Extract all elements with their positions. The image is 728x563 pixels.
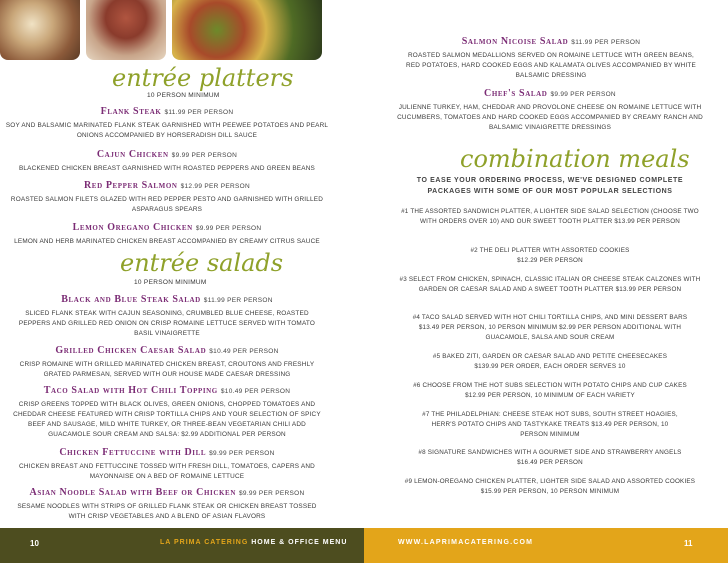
food-photo-strip bbox=[0, 0, 320, 60]
item-price: $9.99 PER PERSON bbox=[195, 225, 262, 232]
item-description: SESAME NOODLES WITH STRIPS OF GRILLED FLANK STEAK OR CHICKEN BREAST TOSSED WITH CRISP VEGETABLES AND A BLEND OF ASIAN FLAVORS bbox=[17, 503, 317, 520]
item-price: $11.99 PER PERSON bbox=[164, 109, 234, 116]
item-title: Black and Blue Steak Salad bbox=[61, 294, 201, 305]
page-number-left: 10 bbox=[30, 539, 39, 548]
pasta-salad-photo bbox=[172, 0, 322, 60]
website-link[interactable]: WWW.LAPRIMACATERING.COM bbox=[398, 539, 534, 546]
item-price: $9.99 PER PERSON bbox=[209, 450, 275, 457]
item-price: $10.49 PER PERSON bbox=[209, 348, 279, 355]
brand-subtitle: HOME & OFFICE MENU bbox=[248, 539, 348, 546]
item-description: CRISP ROMAINE WITH GRILLED MARINATED CHICKEN BREAST, CROUTONS AND FRESHLY GRATED PARMESAN, SERVED WITH OUR HOUSE MADE CAESAR DRESSING bbox=[19, 361, 315, 378]
item-description: SOY AND BALSAMIC MARINATED FLANK STEAK GARNISHED WITH PEEWEE POTATOES AND PEARL ONIONS ACCOMPANIED BY HORSERADISH DILL SAUCE bbox=[5, 122, 329, 139]
item-price: $11.99 PER PERSON bbox=[203, 297, 273, 304]
menu-item bbox=[4, 144, 330, 174]
platters-heading: entrée platters bbox=[112, 64, 294, 92]
item-title: Taco Salad with Hot Chili Topping bbox=[43, 385, 218, 396]
salads-heading: entrée salads bbox=[120, 249, 284, 277]
item-title: Grilled Chicken Caesar Salad bbox=[55, 345, 207, 356]
footer-right-bar bbox=[364, 528, 728, 563]
item-title: Chef's Salad bbox=[484, 88, 548, 99]
combo-item: #5 BAKED ZITI, GARDEN OR CAESAR SALAD AND PETITE CHEESECAKES $139.99 PER ORDER, EACH ORDER SERVES 10 bbox=[432, 353, 668, 370]
combo-item: #3 SELECT FROM CHICKEN, SPINACH, CLASSIC ITALIAN OR CHEESE STEAK CALZONES WITH GARDEN OR CAESAR SALAD AND A SWEET TOOTH PLATTER $13.99 PER PERSON bbox=[399, 276, 701, 293]
footer-brand bbox=[160, 539, 347, 546]
menu-item bbox=[4, 175, 330, 215]
item-price: $9.99 PER PERSON bbox=[239, 490, 305, 497]
combination-intro: TO EASE YOUR ORDERING PROCESS, WE'VE DESIGNED COMPLETE PACKAGES WITH SOME OF OUR MOST POPULAR SELECTIONS bbox=[416, 177, 684, 195]
item-price: $9.99 PER PERSON bbox=[550, 91, 616, 98]
item-description: ROASTED SALMON FILETS GLAZED WITH RED PEPPER PESTO AND GARNISHED WITH GRILLED ASPARAGUS SPEARS bbox=[10, 196, 324, 213]
footer-left-bar bbox=[0, 528, 364, 563]
combo-item: #6 CHOOSE FROM THE HOT SUBS SELECTION WITH POTATO CHIPS AND CUP CAKES $12.99 PER PERSON, 10 MINIMUM OF EACH VARIETY bbox=[413, 382, 687, 399]
menu-item bbox=[10, 482, 324, 522]
item-description: JULIENNE TURKEY, HAM, CHEDDAR AND PROVOLONE CHEESE ON ROMAINE LETTUCE WITH CUCUMBERS, TOMATOES AND HARD COOKED EGGS ACCOMPANIED BY CREAMY RANCH AND BALSAMIC VINAIGRETTE DRESSINGS bbox=[397, 104, 703, 131]
platters-minimum: 10 PERSON MINIMUM bbox=[147, 92, 220, 99]
combo-item: #2 THE DELI PLATTER WITH ASSORTED COOKIES $12.29 PER PERSON bbox=[470, 247, 630, 264]
antipasto-platter-photo bbox=[0, 0, 80, 60]
item-title: Chicken Fettuccine with Dill bbox=[59, 447, 207, 458]
item-price: $10.49 PER PERSON bbox=[220, 388, 291, 395]
menu-item bbox=[392, 83, 708, 133]
menu-item bbox=[12, 340, 322, 380]
item-title: Salmon Nicoise Salad bbox=[461, 36, 569, 47]
menu-item bbox=[4, 217, 330, 247]
item-description: LEMON AND HERB MARINATED CHICKEN BREAST ACCOMPANIED BY CREAMY CITRUS SAUCE bbox=[14, 238, 320, 245]
item-price: $9.99 PER PERSON bbox=[171, 152, 238, 159]
sliced-steak-photo bbox=[86, 0, 166, 60]
menu-item bbox=[4, 101, 330, 141]
item-description: CHICKEN BREAST AND FETTUCCINE TOSSED WITH FRESH DILL, TOMATOES, CAPERS AND MAYONNAISE ON A BED OF ROMAINE LETTUCE bbox=[19, 463, 315, 480]
combination-heading: combination meals bbox=[460, 145, 690, 173]
item-description: ROASTED SALMON MEDALLIONS SERVED ON ROMAINE LETTUCE WITH GREEN BEANS, RED POTATOES, HARD COOKED EGGS AND KALAMATA OLIVES ACCOMPANIED BY WHITE BALSAMIC DRESSING bbox=[406, 52, 696, 79]
menu-item bbox=[406, 31, 696, 81]
item-title: Red Pepper Salmon bbox=[83, 180, 178, 191]
combo-item: #7 THE PHILADELPHIAN: CHEESE STEAK HOT SUBS, SOUTH STREET HOAGIES, HERR'S POTATO CHIPS AND TASTYKAKE TREATS $13.49 PER PERSON, 10 PERSON MINIMUM bbox=[422, 411, 678, 438]
menu-item bbox=[6, 380, 328, 440]
right-page bbox=[364, 0, 728, 528]
item-description: SLICED FLANK STEAK WITH CAJUN SEASONING, CRUMBLED BLUE CHEESE, ROASTED PEPPERS AND GRILLED RED ONION ON CRISP ROMAINE LETTUCE SERVED WITH TOMATO BASIL VINAIGRETTE bbox=[18, 310, 316, 337]
item-price: $12.99 PER PERSON bbox=[180, 183, 250, 190]
item-description: CRISP GREENS TOPPED WITH BLACK OLIVES, GREEN ONIONS, CHOPPED TOMATOES AND CHEDDAR CHEESE FEATURED WITH CRISP TORTILLA CHIPS AND YOUR SELECTION OF SPICY BEEF AND SAUSAGE, MILD WHITE TURKEY, OR THREE-BEAN VEGETARIAN CHILI ADD GUACAMOLE SOUR CREAM AND SALSA: $2.99 ADDITIONAL PER PERSON bbox=[13, 401, 321, 438]
menu-item bbox=[18, 289, 316, 339]
combo-item: #1 THE ASSORTED SANDWICH PLATTER, A LIGHTER SIDE SALAD SELECTION (CHOOSE TWO WITH ORDERS OVER 10) AND OUR SWEET TOOTH PLATTER $13.99 PER PERSON bbox=[401, 208, 699, 225]
item-title: Cajun Chicken bbox=[96, 149, 169, 160]
item-title: Lemon Oregano Chicken bbox=[72, 222, 193, 233]
page-number-right: 11 bbox=[684, 539, 693, 548]
item-title: Asian Noodle Salad with Beef or Chicken bbox=[29, 487, 236, 498]
salads-minimum: 10 PERSON MINIMUM bbox=[134, 279, 207, 286]
item-price: $11.99 PER PERSON bbox=[571, 39, 641, 46]
item-description: BLACKENED CHICKEN BREAST GARNISHED WITH ROASTED PEPPERS AND GREEN BEANS bbox=[18, 165, 316, 172]
combo-item: #8 SIGNATURE SANDWICHES WITH A GOURMET SIDE AND STRAWBERRY ANGELS $16.49 PER PERSON bbox=[418, 449, 682, 466]
left-page bbox=[0, 0, 364, 528]
combo-item: #4 TACO SALAD SERVED WITH HOT CHILI TORTILLA CHIPS, AND MINI DESSERT BARS $13.49 PER PERSON, 10 PERSON MINIMUM $2.99 PER PERSON ADDITIONAL WITH GUACAMOLE, SALSA AND SOUR CREAM bbox=[412, 314, 688, 341]
brand-name: LA PRIMA CATERING bbox=[160, 539, 249, 546]
item-title: Flank Steak bbox=[100, 106, 162, 117]
combo-item: #9 LEMON-OREGANO CHICKEN PLATTER, LIGHTER SIDE SALAD AND ASSORTED COOKIES $15.99 PER PERSON, 10 PERSON MINIMUM bbox=[404, 478, 696, 495]
menu-item bbox=[14, 442, 320, 482]
